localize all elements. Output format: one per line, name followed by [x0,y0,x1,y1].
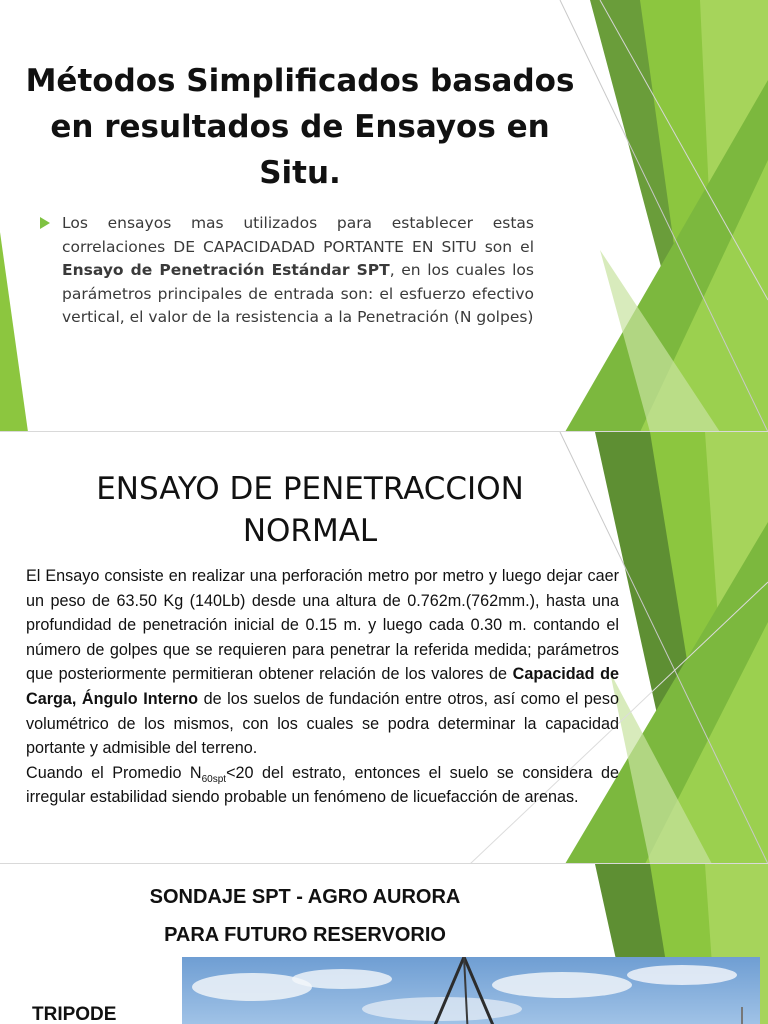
bullet-item [40,212,534,330]
tripod-label: TRIPODE [32,1004,117,1024]
p2-end: <20 del estrato, entonces el suelo se considera de irregular estabilidad siendo probable un fenómeno de licuefacción de arenas. [26,763,620,807]
p2-start: Cuando el Promedio N [26,763,202,782]
tripod-photo-image [182,957,760,1024]
slide-2-title-line-1: ENSAYO DE PENETRACCION [96,471,524,507]
slide-2-paragraph-1 [26,564,619,761]
slide-2-title-line-2: NORMAL [242,513,378,549]
tripod-photo [182,957,760,1024]
slide-3-title-line-1: SONDAJE SPT - AGRO AURORA [149,886,461,908]
slide-2-paragraph-2 [26,761,619,810]
slide-2 [0,432,768,864]
p1-end: de los suelos de fundación entre otros, así como el peso volumétrico de los mismos, con los cuales se podra determinar la capacidad portante y admisible del terreno. [26,689,619,758]
p1-bold: Capacidad de Carga, Ángulo Interno [26,665,619,708]
bullet-text-end: , en los cuales los parámetros principales de entrada son: el esfuerzo efectivo vertical, el valor de la resistencia a la Penetración (N golpes) [62,261,534,326]
bullet-triangle-icon [40,217,50,229]
bullet-text-bold: Ensayo de Penetración Estándar SPT [62,261,390,279]
slide-1-title: Métodos Simplificados basados en resultados de Ensayos en Situ. [25,63,575,191]
bullet-text [62,212,534,330]
slide-3 [0,864,768,1024]
p1-start: El Ensayo consiste en realizar una perforación metro por metro y luego dejar caer un peso de 63.50 Kg (140Lb) desde una altura de 0.762m.(762mm.), hasta una profundidad de penetración inicial de 0.15 m. y luego cada 0.30 m. contando el número de golpes que se requieren para penetrar la referida medida; parámetros que posteriormente permitieran obtener relación de los valores de [26,567,619,684]
slide-2-body [26,564,619,810]
slide-3-title-line-2: PARA FUTURO RESERVORIO [164,924,446,946]
bullet-text-start: Los ensayos mas utilizados para establecer estas correlaciones DE CAPACIDADAD PORTANTE EN SITU son el [62,214,534,256]
slide-2-title [20,468,600,552]
slide-1 [0,0,768,432]
p2-subscript: 60spt [201,773,227,785]
